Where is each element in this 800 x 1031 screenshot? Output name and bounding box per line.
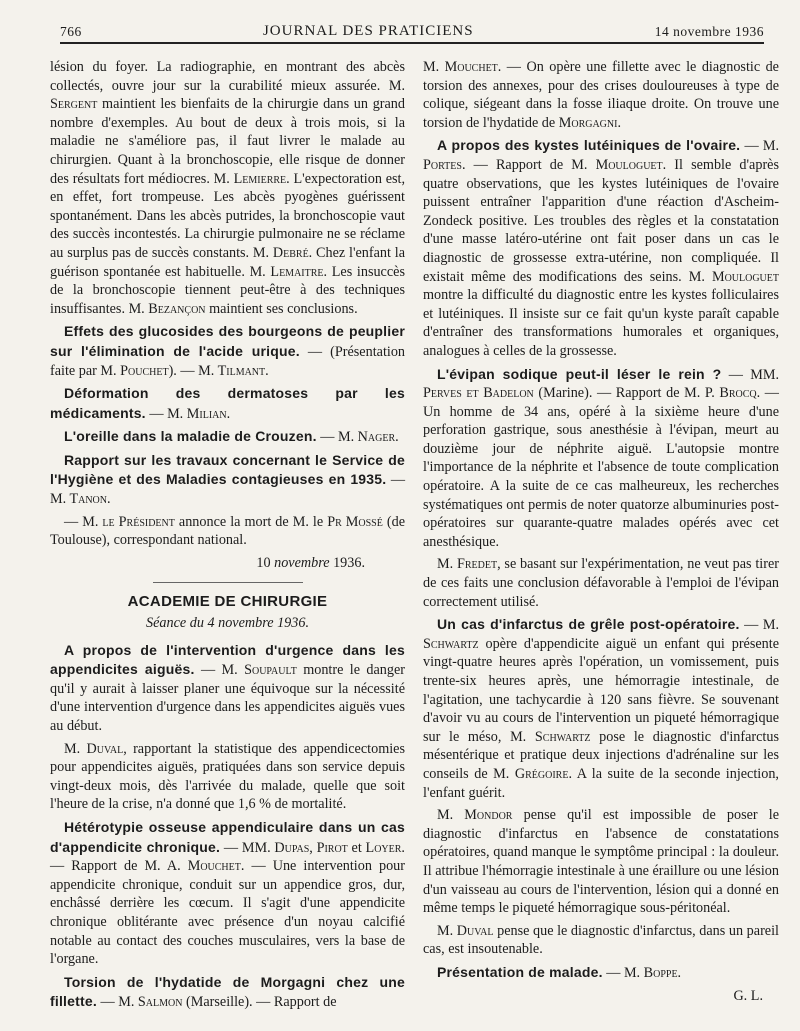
paragraph-duval-opinion: M. Duval pense que le diagnostic d'infarctus, dans un pareil cas, est insoutenable. bbox=[423, 922, 779, 958]
heading-infarctus: Un cas d'infarctus de grêle post-opératoire. bbox=[437, 616, 740, 633]
heading-appendicites: A propos de l'intervention d'urgence dans les appendicites aiguës. bbox=[50, 641, 405, 678]
heading-presentation: Présentation de malade. bbox=[437, 963, 603, 980]
paragraph-president: — M. le Président annonce la mort de M. le Pr Mossé (de Toulouse), correspondant national. bbox=[50, 513, 406, 549]
heading-torsion: Torsion de l'hydatide de Morgagni chez une fillette. bbox=[50, 973, 405, 1010]
paragraph-kystes: A propos des kystes lutéiniques de l'ovaire. — M. Portes. — Rapport de M. Mouloguet. Il semble d'après quatre observations, que les kystes lutéiniques de l'ovaire puissent entraîner l'apparition d'une réaction d'Ascheim-Zondeck positive. Les troubles des règles et la constatation d'une masse latéro-utérine ont fait poser dans un cas le diagnostic de grossesse extra-utérine, non compliquée. Il existait même des modifications des seins. M. Mouloguet montre la difficulté du diagnostic entre les kystes folliculaires et lutéiniques. Il insiste sur ce fait qu'un kyste paraît capable d'entraîner des transformations humorales et organiques, analogues à celles de la grossesse. bbox=[423, 137, 779, 359]
journal-title: JOURNAL DES PRATICIENS bbox=[262, 23, 474, 39]
heading-hygiene-report: Rapport sur les travaux concernant le Service de l'Hygiène et des Maladies contagieuses en 1935. bbox=[50, 451, 405, 488]
paragraph-infarctus: Un cas d'infarctus de grêle post-opératoire. — M. Schwartz opère d'appendicite aiguë un enfant qui présente vingt-quatre heures après l'opération, un vomissement, puis trente-six heures après, une hémorragie intestinale, de l'agitation, une tachycardie à 120 sans fièvre. Se souvenant d'avoir vu au cours de l'intervention un piqueté hémorragique sur le méso, M. Schwartz pose le diagnostic d'infarctus mésentérique et pratique deux injections d'adrénaline sur les conseils de M. Grégoire. A la suite de la seconde injection, l'enfant guérit. bbox=[423, 616, 780, 801]
paragraph-appendicites: A propos de l'intervention d'urgence dans les appendicites aiguës. — M. Soupault montre le danger qu'il y aurait à laisser planer une équivoque sur la nécessité d'une intervention d'urgence dans les appendicites aiguës vues au début. bbox=[50, 641, 406, 734]
heading-glucosides: Effets des glucosides des bourgeons de peuplier sur l'élimination de l'acide urique. bbox=[50, 323, 405, 359]
section-divider bbox=[153, 582, 303, 583]
heading-dermatoses: Déformation des dermatoses par les médicaments. bbox=[50, 385, 405, 421]
paragraph-presentation: Présentation de malade. — M. Boppe. bbox=[437, 963, 682, 981]
paragraph-dermatoses: Déformation des dermatoses par les médicaments. — M. Milian. bbox=[50, 385, 405, 422]
session-date: Séance du 4 novembre 1936. bbox=[146, 615, 309, 632]
paragraph-lung-abscess: lésion du foyer. La radiographie, en montrant des abcès collectés, ouvre jour sur la curabilité mieux assurée. M. Sergent maintient les bienfaits de la chirurgie dans un grand nombre d'exemples. Au bout de deux à trois mois, si la maladie ne s'améliore pas, il faut livrer le malade au chirurgien. Quant à la bronchoscopie, elle risque de donner des résultats fort médiocres. M. Lemierre. L'expectoration est, en effet, fort trompeuse. Les abcès pyogènes guérissent spontanément. Dans les abcès putrides, la bronchoscopie vaut des succès incontestés. La chirurgie pulmonaire ne se réclame au surplus pas de succès constants. M. Debré. Chez l'enfant la guérison spontanée est habituelle. M. Lemaitre. Les insuccès de la bronchoscopie tiennent peut-être à des techniques insuffisantes. M. Bezançon maintient ses conclusions. bbox=[50, 59, 405, 317]
paragraph-fredet: M. Fredet, se basant sur l'expérimentation, ne veut pas tirer de ces faits une conclusion défavorable à l'emploi de l'évipan correctement utilisé. bbox=[423, 556, 779, 610]
paragraph-torsion: Torsion de l'hydatide de Morgagni chez une fillette. — M. Salmon (Marseille). — Rapport de bbox=[50, 973, 405, 1011]
section-title-academie: ACADEMIE DE CHIRURGIE bbox=[127, 593, 328, 611]
page-header bbox=[60, 14, 764, 44]
right-column bbox=[423, 58, 779, 1009]
page-number: 766 bbox=[60, 24, 82, 39]
issue-date: 14 novembre 1936 bbox=[654, 24, 764, 39]
paragraph-heterotypie: Hétérotypie osseuse appendiculaire dans un cas d'appendicite chronique. — MM. Dupas, Pirot et Loyer. — Rapport de M. A. Mouchet. — Une intervention pour appendicite chronique, conduit sur un appendice gros, dur, enchâssé derrière les cœcum. Il s'agit d'une appendicite chronique oblitérante avec présence d'un noyau calcifié notable au contact des couches musculaires, vers la base de l'organe. bbox=[50, 818, 405, 968]
heading-crouzen: L'oreille dans la maladie de Crouzen. bbox=[64, 428, 317, 445]
dateline: 10 novembre 1936. bbox=[256, 554, 365, 571]
paragraph-crouzen: L'oreille dans la maladie de Crouzen. — M. Nager. bbox=[64, 428, 399, 446]
heading-kystes: A propos des kystes lutéiniques de l'ovaire. bbox=[437, 137, 741, 154]
left-column bbox=[50, 58, 405, 1016]
paragraph-hygiene-report: Rapport sur les travaux concernant le Service de l'Hygiène et des Maladies contagieuses en 1935. — M. Tanon. bbox=[50, 451, 406, 508]
paragraph-mondor: M. Mondor pense qu'il est impossible de poser le diagnostic d'infarctus en l'absence de constatations opératoires, quand manque le symptôme principal : la douleur. Il attribue l'hémorragie intestinale à une éraillure ou une lésion d'un vaisseau au cours de l'intervention, lésion qui a donné en même temps le piqueté hémorragique sous-péritonéal. bbox=[423, 807, 779, 917]
paragraph-evipan: L'évipan sodique peut-il léser le rein ? — MM. Perves et Badelon (Marine). — Rapport de M. P. Brocq. — Un homme de 34 ans, opéré à la sixième heure d'une perforation gastrique, sous anesthésie à l'évipan, meurt au douzième jour de néphrite aiguë. L'autopsie montre l'importance de la néphrite et l'absence de toute complication opératoire. A la suite de ce cas malheureux, les recherches systématiques ont permis de noter quatorze albuminuries post-opératoires sur quarante-quatre malades opérés avec cet anesthésique. bbox=[423, 365, 779, 550]
author-signature: G. L. bbox=[733, 987, 763, 1004]
paragraph-duval-stats: M. Duval, rapportant la statistique des appendicectomies pour appendicites aiguës, pratiquées dans son service depuis vingt-deux mois, dès l'arrivée du malade, quelle que soit l'heure de la crise, n'a donné que 1,6 % de mortalité. bbox=[50, 740, 405, 813]
paragraph-glucosides: Effets des glucosides des bourgeons de peuplier sur l'élimination de l'acide urique. — (Présentation faite par M. Pouchet). — M. Tilmant. bbox=[50, 323, 406, 379]
heading-heterotypie: Hétérotypie osseuse appendiculaire dans un cas d'appendicite chronique. bbox=[50, 818, 405, 855]
paragraph-torsion-cont: M. Mouchet. — On opère une fillette avec le diagnostic de torsion des annexes, pour des crises douloureuses à type de colique, siégeant dans la fosse iliaque droite. On trouve une torsion de l'hydatide de Morgagni. bbox=[423, 59, 779, 131]
heading-evipan: L'évipan sodique peut-il léser le rein ? bbox=[437, 365, 722, 382]
